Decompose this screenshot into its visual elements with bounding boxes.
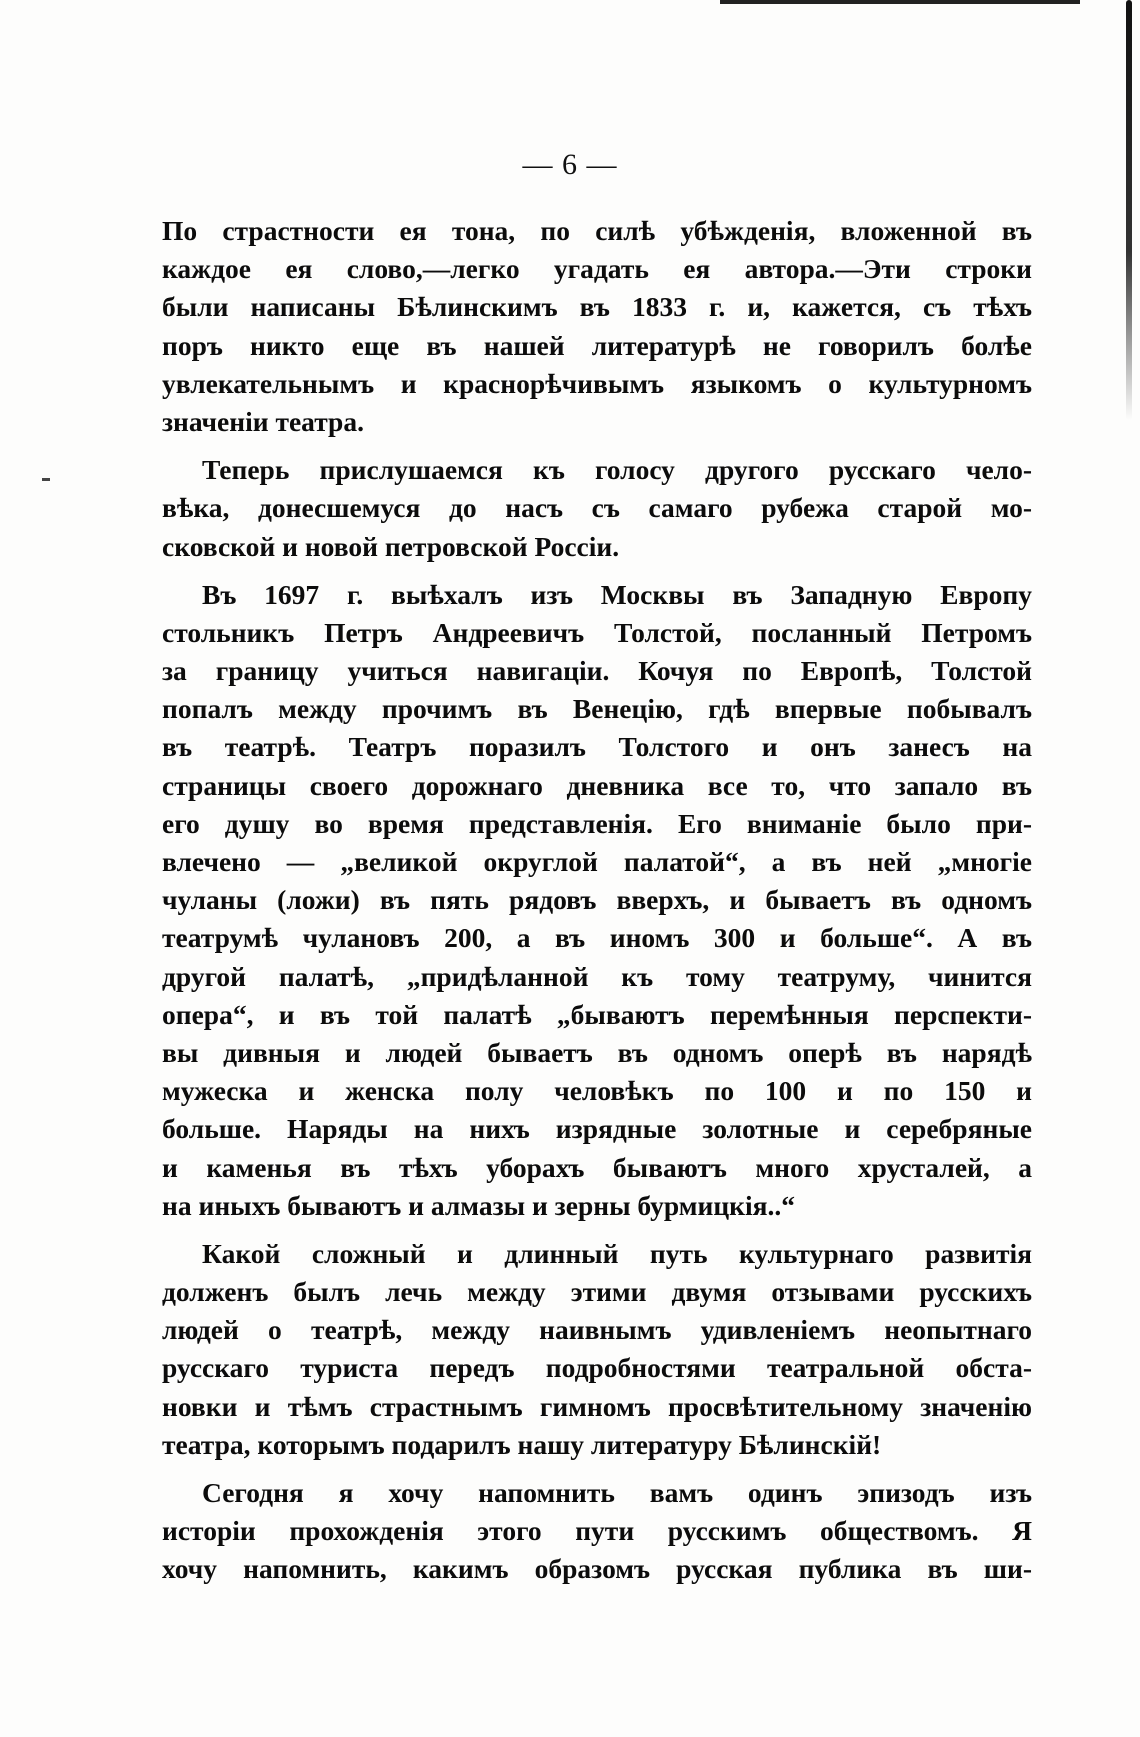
text-line: другой палатѣ, „придѣланной къ тому театруму, чинится: [162, 960, 1032, 992]
text-line: его душу во время представленія. Его вниманіе было при-: [162, 807, 1032, 839]
text-line: вѣка, донесшемуся до насъ съ самаго рубежа старой мо-: [162, 492, 1032, 524]
text-line: страницы своего дорожнаго дневника все то, что запало въ: [162, 769, 1032, 801]
text-line: были написаны Бѣлинскимъ въ 1833 г. и, кажется, съ тѣхъ: [162, 291, 1032, 323]
text-line: стольникъ Петръ Андреевичъ Толстой, посланный Петромъ: [162, 616, 1032, 648]
paragraph: [162, 1474, 1032, 1589]
text-line: русскаго туриста передъ подробностями театральной обста-: [162, 1352, 1032, 1384]
text-line: хочу напомнить, какимъ образомъ русская публика въ ши-: [162, 1553, 1032, 1585]
text-line: театра, которымъ подарилъ нашу литературу Бѣлинскій!: [162, 1428, 882, 1460]
body-text: [162, 212, 1032, 1589]
text-line: вы дивныя и людей бываетъ въ одномъ оперѣ въ нарядѣ: [162, 1036, 1032, 1068]
text-line: новки и тѣмъ страстнымъ гимномъ просвѣтительному значенію: [162, 1390, 1032, 1422]
text-line: каждое ея слово,—легко угадать ея автора.—Эти строки: [162, 253, 1032, 285]
text-line: попалъ между прочимъ въ Венецію, гдѣ впервые побывалъ: [162, 693, 1032, 725]
text-line: театрумѣ чулановъ 200, а въ иномъ 300 и больше“. А въ: [162, 922, 1032, 954]
scan-edge-line: [1126, 0, 1132, 420]
paragraph: [162, 576, 1032, 1225]
margin-mark: [42, 478, 50, 481]
text-line: больше. Наряды на нихъ изрядные золотные и серебряные: [162, 1113, 1032, 1145]
text-line: Въ 1697 г. выѣхалъ изъ Москвы въ Западную Европу: [202, 578, 1032, 610]
text-line: сковской и новой петровской Россіи.: [162, 530, 620, 562]
text-line: исторіи прохожденія этого пути русскимъ обществомъ. Я: [162, 1515, 1032, 1547]
text-line: въ театрѣ. Театръ поразилъ Толстого и онъ занесъ на: [162, 731, 1032, 763]
text-line: значеніи театра.: [162, 405, 364, 437]
paragraph: [162, 1235, 1032, 1464]
text-line: Какой сложный и длинный путь культурнаго развитія: [202, 1237, 1032, 1269]
text-line: Сегодня я хочу напомнить вамъ одинъ эпизодъ изъ: [202, 1477, 1032, 1508]
text-line: и каменья въ тѣхъ уборахъ бываютъ много хрусталей, а: [162, 1151, 1032, 1183]
text-line: людей о театрѣ, между наивнымъ удивленіемъ неопытнаго: [162, 1314, 1032, 1346]
paragraph: [162, 212, 1032, 441]
text-line: поръ никто еще въ нашей литературѣ не говорилъ болѣе: [162, 329, 1032, 361]
text-line: Теперь прислушаемся къ голосу другого русскаго чело-: [202, 454, 1032, 486]
text-line: долженъ былъ лечь между этими двумя отзывами русскихъ: [162, 1276, 1032, 1308]
text-line: за границу учиться навигаціи. Кочуя по Европѣ, Толстой: [162, 655, 1032, 687]
text-line: увлекательнымъ и краснорѣчивымъ языкомъ о культурномъ: [162, 367, 1032, 399]
paragraph: [162, 451, 1032, 566]
scan-edge-artifact: [720, 0, 1080, 4]
text-line: По страстности ея тона, по силѣ убѣжденія, вложенной въ: [162, 215, 1032, 246]
text-line: чуланы (ложи) въ пять рядовъ вверхъ, и бываетъ въ одномъ: [162, 884, 1032, 916]
text-line: опера“, и въ той палатѣ „бываютъ перемѣнныя перспекти-: [162, 998, 1032, 1030]
page-number: — 6 —: [522, 148, 618, 181]
text-line: на иныхъ бываютъ и алмазы и зерны бурмицкія..“: [162, 1189, 796, 1221]
text-line: мужеска и женска полу человѣкъ по 100 и по 150 и: [162, 1075, 1032, 1107]
text-line: влечено — „великой округлой палатой“, а въ ней „многіе: [162, 846, 1032, 877]
